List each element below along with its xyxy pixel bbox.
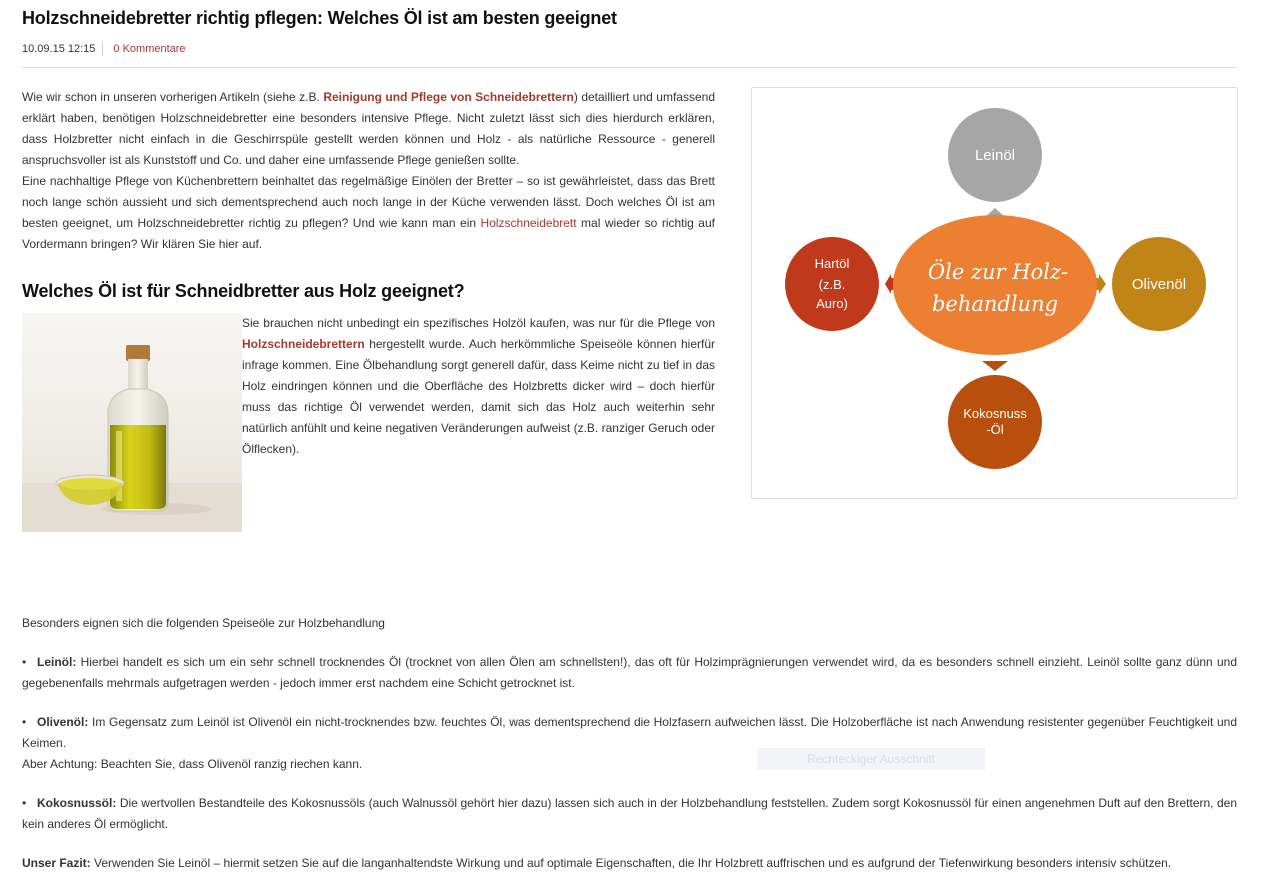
arrow-down-icon — [982, 361, 1008, 371]
hartoel-label-2: (z.B. — [818, 277, 846, 292]
article-meta — [22, 42, 186, 56]
cutting-boards-link[interactable]: Holzschneidebrettern — [242, 337, 365, 351]
kokosnuss-label-1: Kokosnuss — [963, 406, 1027, 421]
oil-paragraph — [242, 313, 715, 460]
oil-text-a: Sie brauchen nicht unbedingt ein spezifisches Holzöl kaufen, was nur für die Pflege von — [242, 316, 715, 330]
bullet-icon: • — [22, 655, 27, 669]
section-heading: Welches Öl ist für Schneidbretter aus Holz geeignet? — [22, 281, 465, 301]
center-label-1: Öle zur Holz- — [927, 260, 1069, 284]
list-lead: Besonders eignen sich die folgenden Speiseöle zur Holzbehandlung — [22, 616, 385, 630]
fazit — [22, 853, 1237, 874]
care-article-link[interactable]: Reinigung und Pflege von Schneidebrettern — [323, 90, 574, 104]
intro-p2-text-a: Eine nachhaltige Pflege von Küchenbrettern beinhaltet das regelmäßige Einölen der Bretter – so ist gewährleistet, dass das Brett noch lange schön aussieht und sich dementsprechend auch noch lange in der Küche verwenden lässt. Doch welches Öl ist am besten geeignet, um Holzschneidebretter richtig zu pflegen? Und wie kann man ein — [22, 174, 715, 230]
comments-link[interactable]: 0 Kommentare — [113, 43, 186, 55]
list-item-note: Aber Achtung: Beachten Sie, dass Olivenöl ranzig riechen kann. — [22, 757, 363, 771]
article-title: Holzschneidebretter richtig pflegen: Welches Öl ist am besten geeignet — [22, 8, 617, 28]
hartoel-label-1: Hartöl — [814, 256, 850, 271]
snip-overlay-label: Rechteckiger Ausschnitt — [757, 748, 985, 770]
meta-divider — [102, 42, 103, 56]
post-date: 10.09.15 12:15 — [22, 43, 96, 55]
intro-paragraph-2 — [22, 171, 715, 255]
cutting-board-link[interactable]: Holzschneidebrett — [480, 216, 577, 230]
list-item-leinoel — [22, 652, 1237, 694]
list-item-label: Olivenöl: — [37, 715, 89, 729]
intro-text — [22, 87, 715, 255]
list-item-olivenoel — [22, 712, 1237, 775]
title-divider — [22, 67, 1237, 68]
bullet-icon: • — [22, 796, 27, 810]
intro-paragraph-1 — [22, 87, 715, 171]
bullet-icon: • — [22, 715, 27, 729]
list-item-text: Im Gegensatz zum Leinöl ist Olivenöl ein nicht-trocknendes bzw. feuchtes Öl, was dementsprechend die Holzfasern aufweichen lässt. Die Holzoberfläche ist nach Anwendung resistenter gegenüber Feuchtigkeit und Keimen. — [22, 715, 1237, 750]
leinoel-label: Leinöl — [974, 147, 1016, 164]
list-item-text: Die wertvollen Bestandteile des Kokosnussöls (auch Walnussöl gehört hier dazu) lassen sich auch in der Holzbehandlung feststellen. Zudem sorgt Kokosnussöl für einen angenehmen Duft auf den Brettern, den kein anderes Öl ermöglicht. — [22, 796, 1237, 831]
center-label-2: behandlung — [931, 292, 1059, 316]
oil-bottle-image — [22, 313, 242, 532]
intro-p1-text-b: ) detailliert und umfassend erklärt haben, benötigen Holzschneidebretter eine besonders intensive Pflege. Nicht zuletzt lässt sich dies hierdurch erklären, dass Holzbretter nicht einfach in die Geschirrspüle gestellt werden können und Holz - als natürliche Ressource - generell anspruchsvoller ist als Kunststoff und Co. und daher eine umfassende Pflege genießen sollte. — [22, 90, 715, 167]
fazit-label: Unser Fazit: — [22, 856, 91, 870]
list-item-kokosnussoel — [22, 793, 1237, 835]
list-item-text: Hierbei handelt es sich um ein sehr schnell trocknendes Öl (trocknet von allen Ölen am schnellsten!), das oft für Holzimprägnierungen verwendet wird, da es besonders schnell einzieht. Leinöl sollte ganz dünn und gegebenenfalls mehrmals aufgetragen werden - jedoch immer erst nachdem eine Schicht getrocknet ist. — [22, 655, 1237, 690]
oil-diagram — [751, 87, 1238, 499]
fazit-text: Verwenden Sie Leinöl – hiermit setzen Sie auf die langanhaltendste Wirkung und auf optimale Eigenschaften, die Ihr Holzbrett auffrischen und es aufgrund der Tiefenwirkung besonders intensiv schützen. — [90, 856, 1172, 870]
olivenoel-label: Olivenöl — [1131, 276, 1187, 293]
oil-text-b: hergestellt wurde. Auch herkömmliche Speiseöle können hierfür infrage kommen. Eine Ölbehandlung sorgt generell dafür, dass Keime nicht zu tief in das Holz eindringen können und die Oberfläche des Holzbretts dicker wird – doch hierfür muss das richtige Öl verwendet werden, damit sich das Holz auch weiterhin sehr natürlich anfühlt und keine negativen Veränderungen aufweist (z.B. ranziger Geruch oder Ölflecken). — [242, 337, 715, 456]
hartoel-label-3: Auro) — [816, 296, 848, 311]
kokosnuss-label-2: -Öl — [986, 422, 1004, 437]
center-ellipse — [893, 215, 1097, 355]
arrow-right-icon — [1099, 274, 1106, 294]
oil-list-section — [22, 613, 1237, 874]
list-item-label: Kokosnussöl: — [37, 796, 117, 810]
intro-p1-text-a: Wie wir schon in unseren vorherigen Artikeln (siehe z.B. — [22, 90, 324, 104]
intro-p2-text-b: mal wieder so richtig auf Vordermann bringen? Wir klären Sie hier auf. — [22, 216, 715, 251]
list-item-label: Leinöl: — [37, 655, 77, 669]
